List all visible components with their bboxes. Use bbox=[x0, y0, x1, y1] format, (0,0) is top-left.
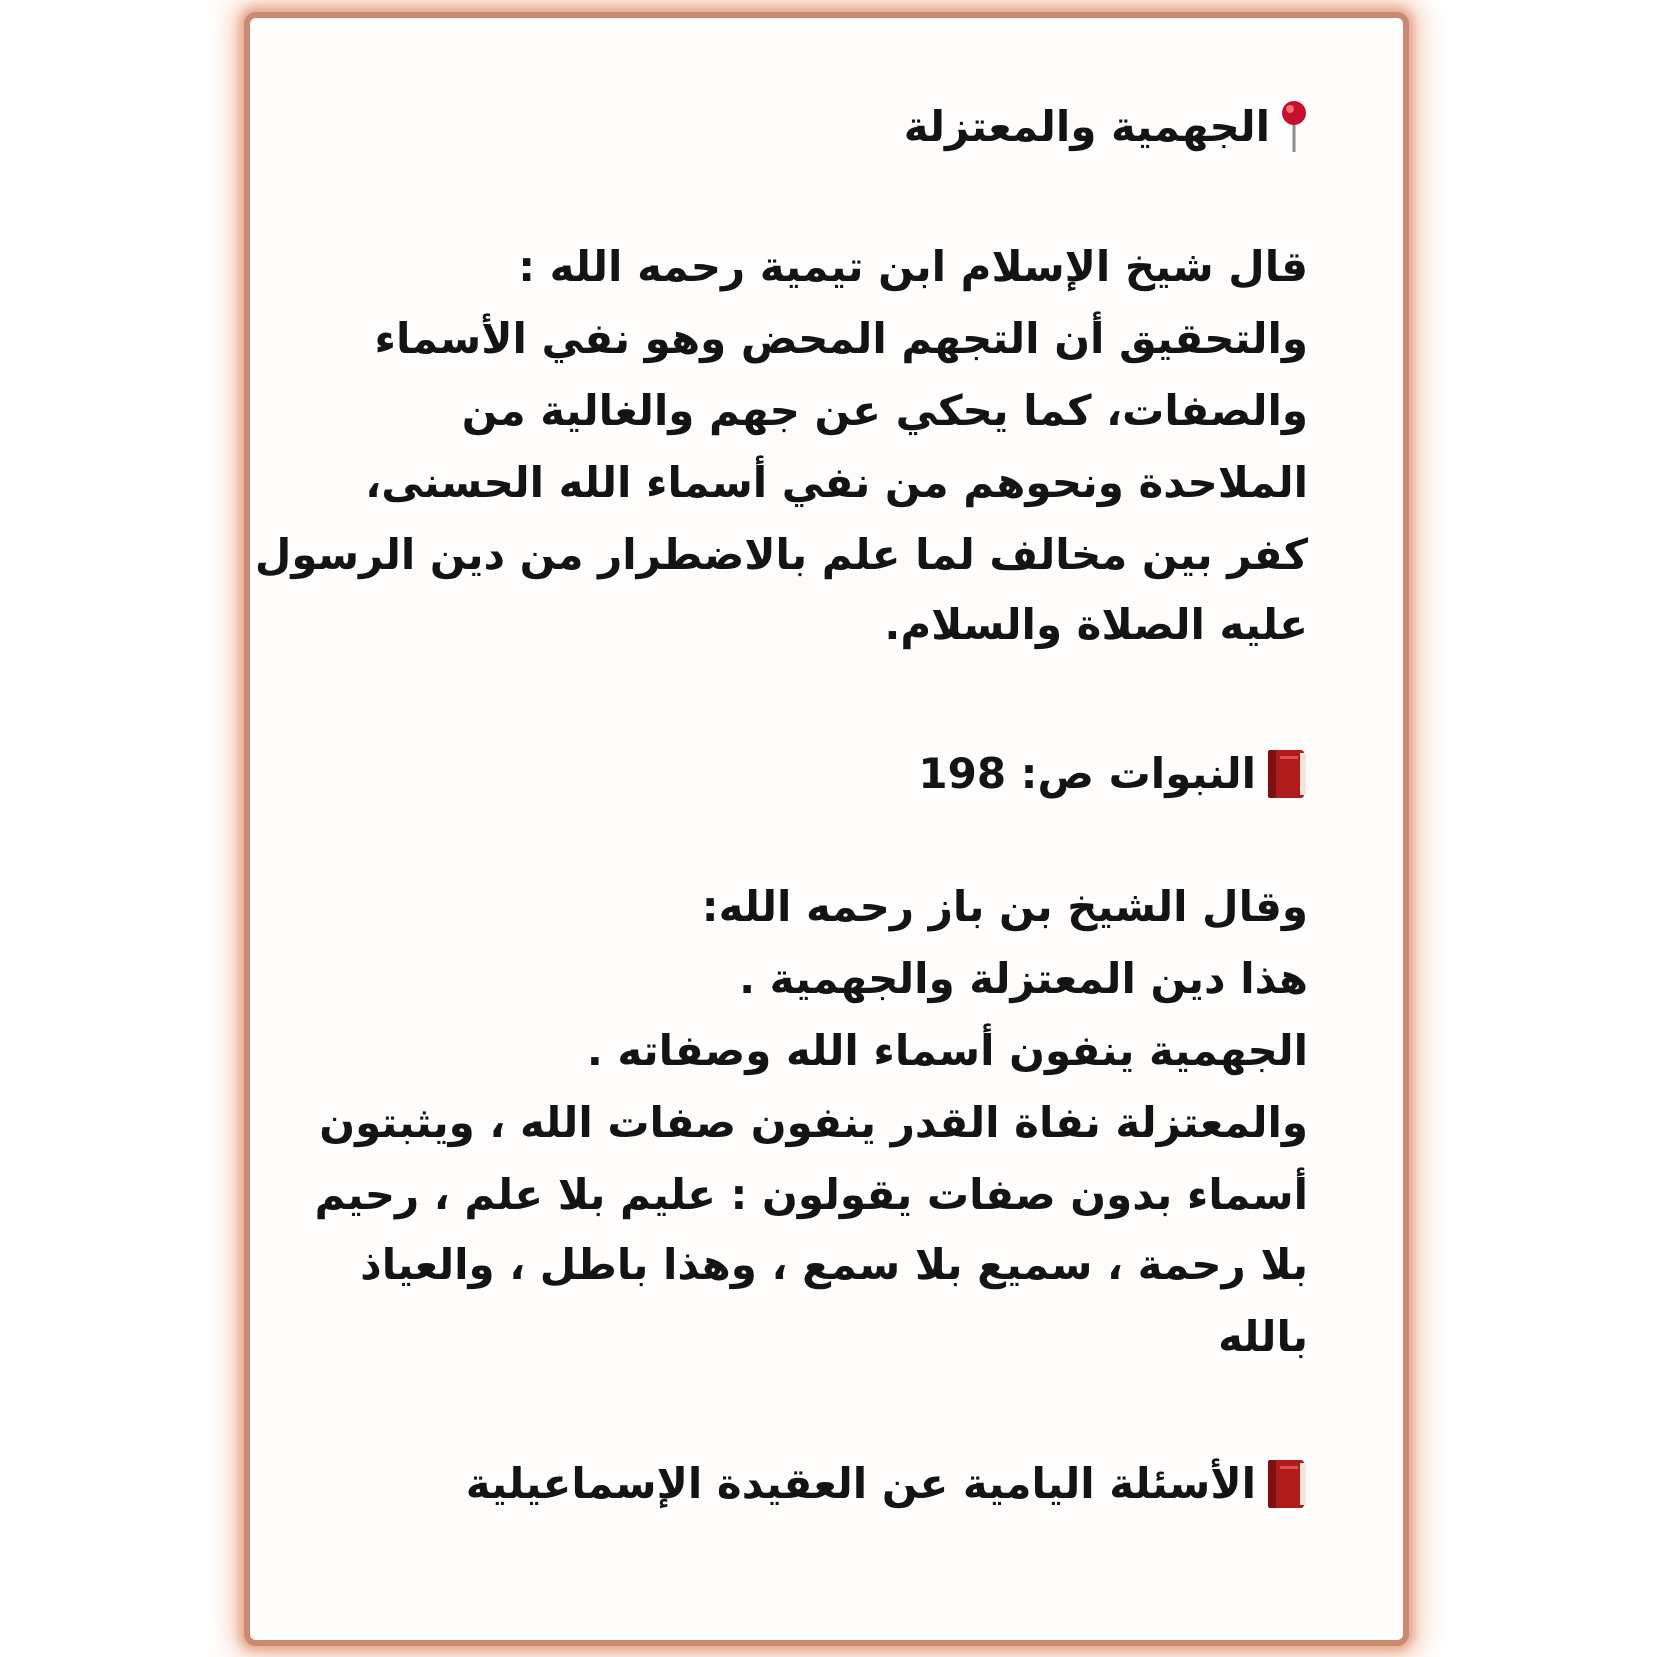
document-card bbox=[250, 18, 1403, 1640]
quote2-line: والمعتزلة نفاة القدر ينفون صفات الله ، ويثبتون bbox=[319, 1098, 1308, 1147]
quote1-line: الملاحدة ونحوهم من نفي أسماء الله الحسنى، bbox=[365, 458, 1308, 507]
quote2-line: أسماء بدون صفات يقولون : عليم بلا علم ، رحيم bbox=[314, 1170, 1308, 1219]
closed-book-icon bbox=[1266, 1458, 1308, 1510]
quote2-line: بلا رحمة ، سميع بلا سمع ، وهذا باطل ، والعياذ bbox=[360, 1240, 1308, 1289]
quote1-line: والصفات، كما يحكي عن جهم والغالية من bbox=[461, 386, 1308, 435]
quote1-line: كفر بين مخالف لما علم بالاضطرار من دين الرسول bbox=[254, 530, 1308, 579]
quote1-line: عليه الصلاة والسلام. bbox=[884, 600, 1308, 649]
source2-line bbox=[466, 1458, 1308, 1510]
source1-line bbox=[918, 748, 1308, 800]
quote2-line: وقال الشيخ بن باز رحمه الله: bbox=[701, 882, 1308, 931]
heading-line bbox=[904, 100, 1308, 154]
round-pushpin-icon bbox=[1280, 100, 1308, 154]
source2-text: الأسئلة اليامية عن العقيدة الإسماعيلية bbox=[465, 1459, 1256, 1508]
source1-text: النبوات ص: 198 bbox=[918, 749, 1256, 798]
quote1-line: والتحقيق أن التجهم المحض وهو نفي الأسماء bbox=[374, 314, 1308, 363]
heading-title: الجهمية والمعتزلة bbox=[903, 102, 1270, 151]
quote2-line: الجهمية ينفون أسماء الله وصفاته . bbox=[586, 1026, 1308, 1075]
quote2-line: بالله bbox=[1218, 1312, 1308, 1361]
quote2-line: هذا دين المعتزلة والجهمية . bbox=[739, 954, 1308, 1003]
quote1-line: قال شيخ الإسلام ابن تيمية رحمه الله : bbox=[518, 242, 1308, 291]
closed-book-icon bbox=[1266, 748, 1308, 800]
